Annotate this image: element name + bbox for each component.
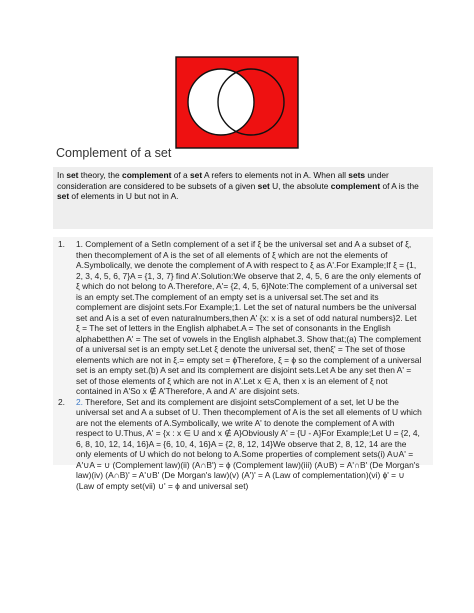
list-item-number: 2. bbox=[58, 396, 65, 407]
list-item-text: Therefore, Set and its complement are disjoint setsComplement of a set, let U be the universal set and A a subset of U. Then thecomplement of A is the set all elements of U which are not the elements of A.Symbolically, we write A' to denote the complement of A with respect to U.Thus, A' = {x : x ∈ U and x ∉ A}Obviously A' = {U - A}For Example;Let U = {2, 4, 6, 8, 10, 12, 14, 16}A = {6, 10, 4, 16}A = {2, 8, 12, 14}We observe that 2, 8, 12, 14 are the only elements of U which do not belong to A.Some properties of complement sets(i) A∪A' = A'∪A = ∪ (Complement law)(ii) (A∩B') = ϕ (Complement law)(iii) (A∪B) = A'∩B' (De Morgan's law)(iv) (A∩B)' = A'∪B' (De Morgan's law)(v) (A')' = A (Law of complementation)(vi) ϕ' = ∪ (Law of empty set(vii) ∪' = ϕ and universal set) bbox=[76, 396, 422, 491]
list-item-text: 1. Complement of a SetIn complement of a set if ξ be the universal set and A a subset of ξ, then thecomplement of A is the set of all elements of ξ which are not the elements of A.Symbolically, we denote the complement of A with respect to ξ as A'.For Example;If ξ = {1, 2, 3, 4, 5, 6, 7}A = {1, 3, 7} find A'.Solution:We observe that 2, 4, 5, 6 are the only elements of ξ which do not belong to A.Therefore, A'= {2, 4, 5, 6}Note:The complement of a universal set is an empty set.The complement of an empty set is a universal set.The set and its complement are disjoint sets.For Example;1. Let the set of natural numbers be the universal set and A is a set of even naturalnumbers,then A' {x: x is a set of odd natural numbers}2. Let ξ = The set of letters in the English alphabet.A = The set of consonants in the English alphabetthen A' = The set of vowels in the English alphabet.3. Show that;(a) The complement of a universal set is an empty set.Let ξ denote the universal set, thenξ' = The set of those elements which are not in ξ.= empty set = ϕTherefore, ξ = ϕ so the complement of a universal set is an empty set.(b) A set and its complement are disjoint sets.Let A be any set then A' = set of those elements of ξ which are not in A'.Let x ∈ A, then x is an element of ξ not contained in A'So x ∉ A'Therefore, A and A' are disjoint sets. bbox=[76, 239, 422, 396]
list-item bbox=[56, 397, 422, 492]
section-heading: Complement of a set bbox=[56, 146, 172, 160]
venn-diagram-image bbox=[175, 56, 299, 149]
list-item-number: 1. bbox=[58, 239, 65, 249]
list-item-link[interactable]: 2. bbox=[76, 396, 83, 407]
definition-snippet: In set theory, the complement of a set A refers to elements not in A. When all sets under consideration are considered to be subsets of a given set U, the absolute complement of A is the set of elements in U but not in A. bbox=[53, 167, 433, 229]
venn-set-a-circle bbox=[188, 69, 254, 135]
numbered-list bbox=[56, 239, 422, 491]
list-item bbox=[56, 239, 422, 397]
